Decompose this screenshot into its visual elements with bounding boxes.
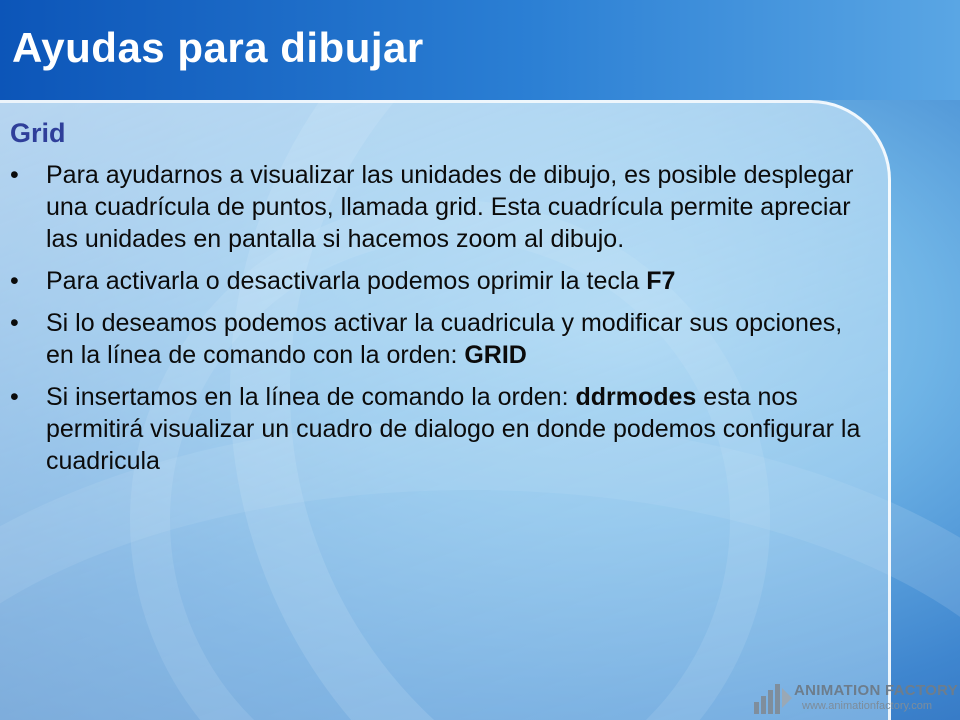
watermark-name: ANIMATION FACTORY [794,682,958,699]
animation-factory-logo-icon [752,680,794,716]
bullet-marker: • [10,383,19,411]
command-name: GRID [464,341,527,369]
bullet-text: Para ayudarnos a visualizar las unidades de dibujo, es posible desplegar una cuadrícula de puntos, llamada grid. Esta cuadrícula permite apreciar las unidades en pantalla si hacemos zoom al dibujo. [46,161,854,253]
key-name: F7 [646,267,676,295]
bullet-marker: • [10,309,19,337]
bullet-text: Si insertamos en la línea de comando la orden: [46,383,576,411]
bullet-text: Si lo deseamos podemos activar la cuadricula y modificar sus opciones, en la línea de comando con la orden: [46,309,843,369]
bullet-marker: • [10,267,19,295]
bullet-item [10,307,870,371]
slide-content [10,118,870,487]
bullet-list [10,159,870,477]
bullet-marker: • [10,161,19,189]
watermark-url: www.animationfactory.com [802,700,933,712]
bullet-text: esta nos permitirá visualizar un cuadro de dialogo en donde podemos configurar la cuadricula [46,383,861,475]
bullet-item [10,159,870,255]
bullet-text: Para activarla o desactivarla podemos oprimir la tecla [46,267,647,295]
command-name: ddrmodes [575,383,697,411]
watermark-logo [752,678,957,718]
bullet-item [10,381,870,477]
slide-title: Ayudas para dibujar [12,24,424,71]
bullet-item [10,265,870,297]
slide-subtitle: Grid [10,118,66,148]
